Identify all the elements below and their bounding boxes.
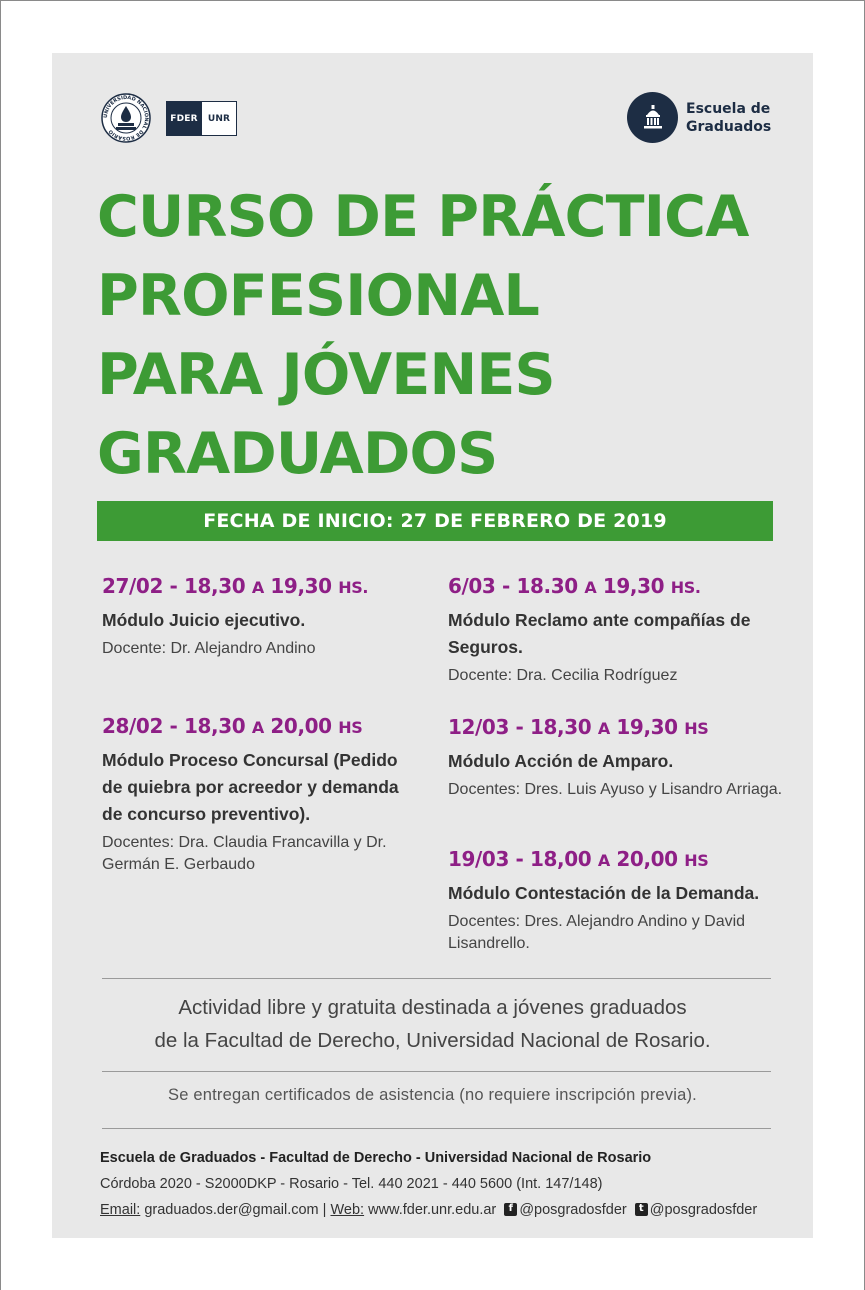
session-docente: Docentes: Dra. Claudia Francavilla y Dr. Germán E. Gerbaudo (102, 834, 387, 873)
title-line-4: GRADUADOS (97, 421, 498, 487)
page-title (97, 178, 749, 494)
title-line-3: PARA JÓVENES (97, 342, 555, 408)
session-docente: Docente: Dra. Cecilia Rodríguez (448, 667, 678, 684)
facebook-icon (504, 1203, 517, 1216)
divider (102, 1128, 771, 1129)
session-module: Módulo Juicio ejecutivo. (102, 610, 306, 630)
activity-description (72, 991, 793, 1057)
schedule-left-column (102, 573, 412, 876)
session-date: 12/03 - 18,30 A 19,30 HS (448, 715, 709, 739)
seal-text: UNIVERSIDAD NACIONAL DE ROSARIO (102, 94, 150, 142)
footer-institution: Escuela de Graduados - Facultad de Derecho - Universidad Nacional de Rosario (100, 1150, 652, 1166)
session-date: 27/02 - 18,30 A 19,30 HS. (102, 574, 369, 598)
twitter-icon (635, 1203, 648, 1216)
start-date-banner (97, 501, 773, 541)
fder-unr-logo (166, 101, 237, 136)
session-module: Módulo Proceso Concursal (Pedido de quiebra por acreedor y demanda de concurso preventivo). (102, 750, 399, 824)
session-item (102, 713, 412, 876)
session-module: Módulo Acción de Amparo. (448, 751, 674, 771)
unr-seal-logo (101, 93, 151, 143)
twitter-handle[interactable]: @posgradosfder (649, 1202, 758, 1218)
session-date: 28/02 - 18,30 A 20,00 HS (102, 714, 363, 738)
activity-line-2: de la Facultad de Derecho, Universidad Nacional de Rosario. (154, 1029, 711, 1052)
title-line-1: CURSO DE PRÁCTICA (97, 184, 749, 250)
escuela-graduados-logo (627, 92, 771, 143)
unr-label: UNR (201, 102, 236, 135)
session-item (448, 714, 783, 846)
building-icon (627, 92, 678, 143)
facebook-handle[interactable]: @posgradosfder (519, 1202, 627, 1218)
session-item (448, 846, 783, 955)
title-line-2: PROFESIONAL (97, 263, 540, 329)
email-link[interactable]: graduados.der@gmail.com (144, 1202, 319, 1218)
fder-label: FDER (167, 102, 201, 135)
footer (100, 1145, 800, 1223)
session-item (102, 573, 412, 713)
session-docente: Docentes: Dres. Alejandro Andino y David Lisandrello. (448, 913, 746, 952)
session-module: Módulo Reclamo ante compañías de Seguros. (448, 610, 751, 657)
poster (52, 53, 813, 1238)
activity-line-1: Actividad libre y gratuita destinada a jóvenes graduados (178, 996, 687, 1019)
footer-address: Córdoba 2020 - S2000DKP - Rosario - Tel. 440 2021 - 440 5600 (Int. 147/148) (100, 1176, 603, 1192)
session-date: 6/03 - 18.30 A 19,30 HS. (448, 574, 701, 598)
escuela-label-2: Graduados (686, 118, 772, 135)
session-docente: Docente: Dr. Alejandro Andino (102, 640, 316, 657)
session-item (448, 573, 783, 714)
web-label: Web: (330, 1202, 365, 1218)
web-link[interactable]: www.fder.unr.edu.ar (368, 1202, 497, 1218)
separator: | (322, 1202, 327, 1218)
session-date: 19/03 - 18,00 A 20,00 HS (448, 847, 709, 871)
session-docente: Docentes: Dres. Luis Ayuso y Lisandro Arriaga. (448, 781, 783, 798)
email-label: Email: (100, 1202, 141, 1218)
divider (102, 1071, 771, 1072)
schedule-right-column (448, 573, 783, 955)
start-date-text: FECHA DE INICIO: 27 DE FEBRERO DE 2019 (203, 510, 667, 532)
divider (102, 978, 771, 979)
session-module: Módulo Contestación de la Demanda. (448, 883, 760, 903)
certificates-note: Se entregan certificados de asistencia (no requiere inscripción previa). (168, 1086, 697, 1104)
footer-contact (100, 1197, 800, 1223)
escuela-label-1: Escuela de (686, 100, 771, 117)
